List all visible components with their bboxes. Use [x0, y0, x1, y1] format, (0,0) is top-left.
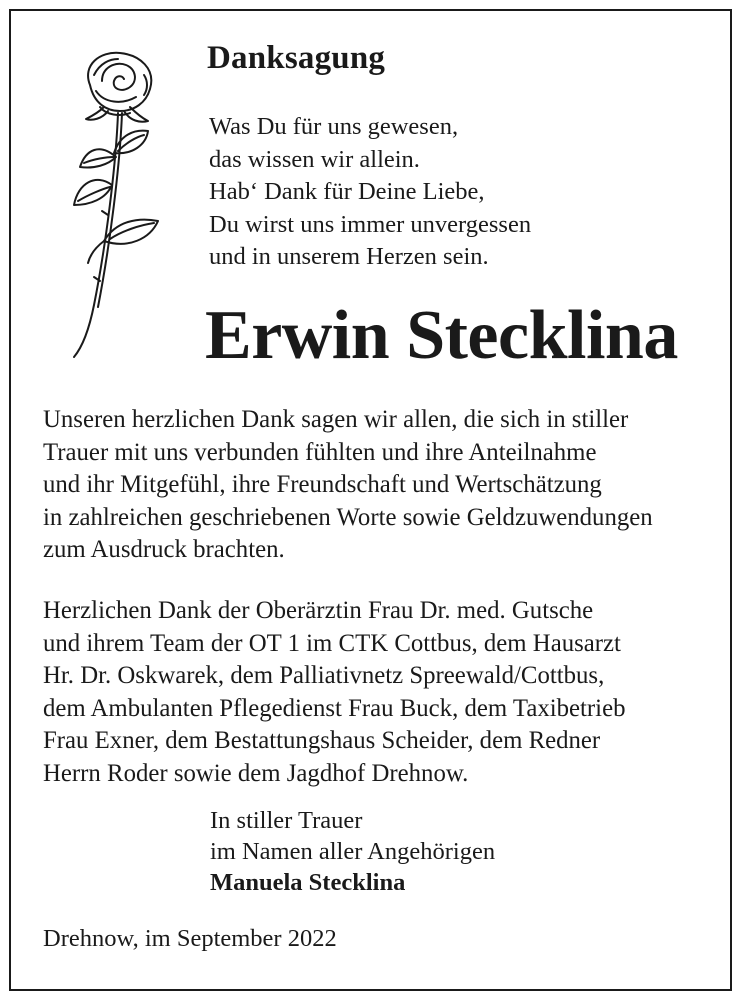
poem-line: und in unserem Herzen sein.	[209, 243, 489, 270]
notice-heading: Danksagung	[207, 40, 386, 76]
deceased-name: Erwin Stecklina	[205, 297, 678, 374]
thanks-paragraph-1	[43, 404, 653, 567]
paragraph-line: und ihrem Team der OT 1 im CTK Cottbus, dem Hausarzt	[43, 629, 621, 657]
closing-line: In stiller Trauer	[210, 807, 363, 834]
paragraph-line: Herrn Roder sowie dem Jagdhof Drehnow.	[43, 759, 469, 787]
poem-line: Hab‘ Dank für Deine Liebe,	[209, 178, 485, 205]
paragraph-line: und ihr Mitgefühl, ihre Freundschaft und Wertschätzung	[43, 471, 602, 498]
paragraph-line: Herzlichen Dank der Oberärztin Frau Dr. med. Gutsche	[43, 597, 594, 624]
paragraph-line: dem Ambulanten Pflegedienst Frau Buck, dem Taxibetrieb	[43, 694, 626, 722]
paragraph-line: in zahlreichen geschriebenen Worte sowie Geldzuwendungen	[43, 503, 653, 531]
dateline: Drehnow, im September 2022	[43, 925, 337, 952]
closing-line: im Namen aller Angehörigen	[210, 838, 496, 865]
paragraph-line: Frau Exner, dem Bestattungshaus Scheider, dem Redner	[43, 727, 601, 754]
paragraph-line: Unseren herzlichen Dank sagen wir allen, die sich in stiller	[43, 406, 629, 433]
paragraph-line: zum Ausdruck brachten.	[43, 536, 285, 563]
poem-line: das wissen wir allein.	[209, 145, 420, 173]
poem-line: Du wirst uns immer unvergessen	[209, 210, 532, 238]
poem	[209, 111, 531, 274]
paragraph-line: Hr. Dr. Oskwarek, dem Palliativnetz Spreewald/Cottbus,	[43, 662, 605, 689]
closing-block	[210, 805, 495, 898]
rose-icon	[60, 45, 170, 365]
thanks-paragraph-2	[43, 595, 625, 790]
signer-name: Manuela Stecklina	[210, 869, 406, 896]
paragraph-line: Trauer mit uns verbunden fühlten und ihre Anteilnahme	[43, 438, 597, 466]
poem-line: Was Du für uns gewesen,	[209, 113, 459, 140]
